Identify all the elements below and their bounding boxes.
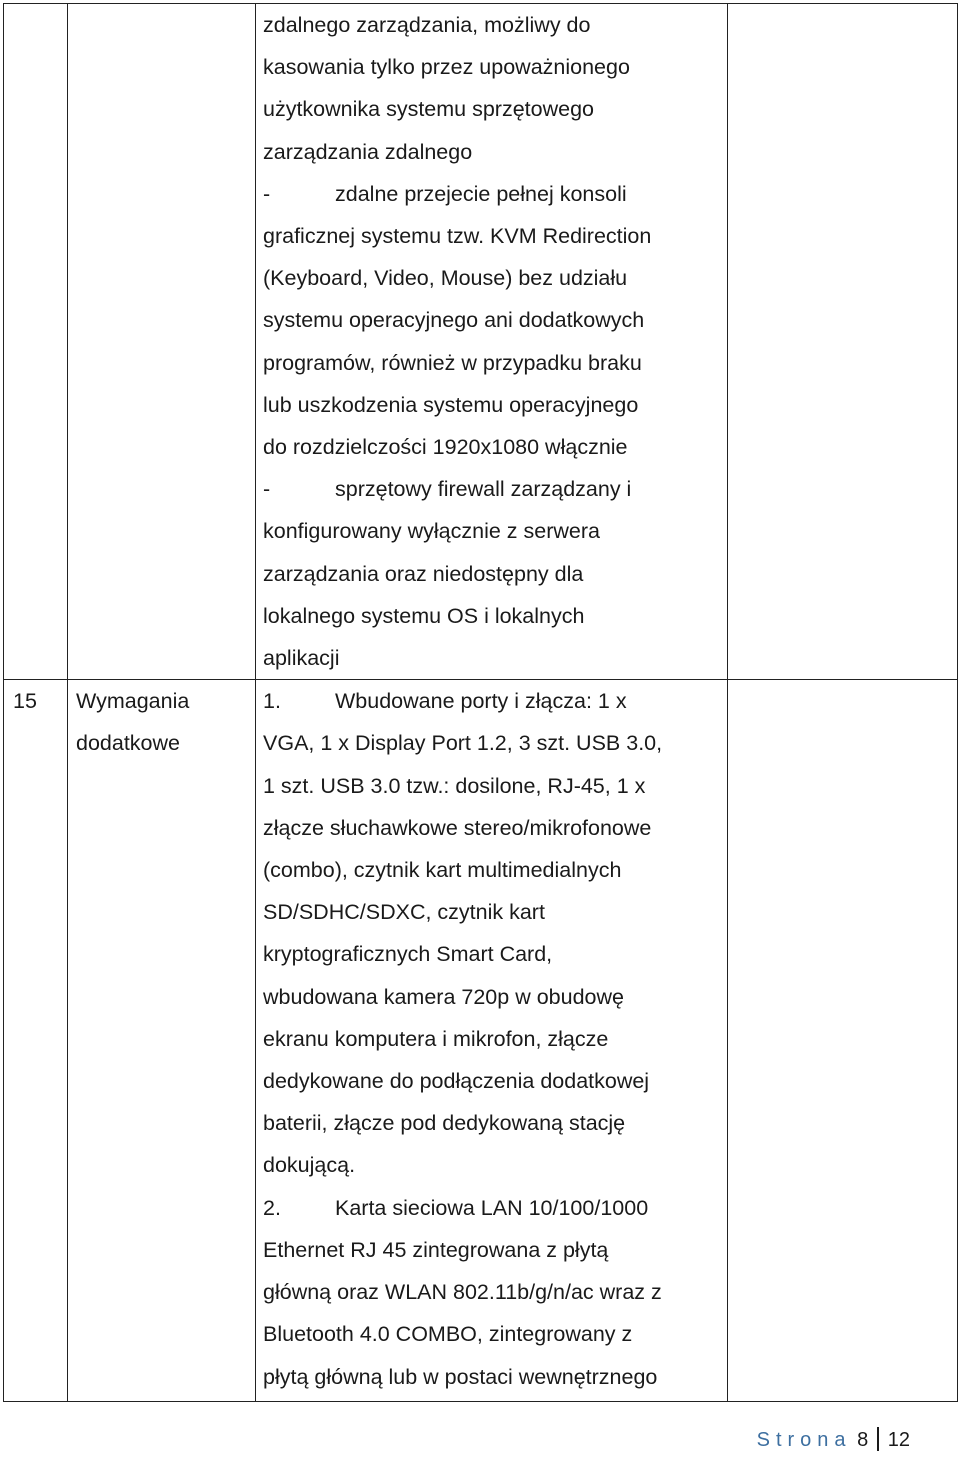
desc-line: płytą główną lub w postaci wewnętrznego <box>263 1364 658 1389</box>
desc-line: zdalnego zarządzania, możliwy do <box>263 13 591 37</box>
desc-line: (Keyboard, Video, Mouse) bez udziału <box>263 266 628 291</box>
row-name-cell <box>68 680 256 1402</box>
page-footer <box>757 1427 910 1452</box>
list-item-text: zdalne przejecie pełnej konsoli <box>335 181 627 206</box>
desc-line: SD/SDHC/SDXC, czytnik kart <box>263 900 545 925</box>
desc-line: Bluetooth 4.0 COMBO, zintegrowany z <box>263 1322 633 1347</box>
desc-line: do rozdzielczości 1920x1080 włącznie <box>263 435 628 460</box>
desc-line: Ethernet RJ 45 zintegrowana z płytą <box>263 1237 609 1262</box>
desc-line: dokującą. <box>263 1153 356 1178</box>
specification-table <box>3 3 958 1402</box>
desc-line: graficznej systemu tzw. KVM Redirection <box>263 224 652 249</box>
list-marker: - <box>263 181 271 206</box>
desc-line: systemu operacyjnego ani dodatkowych <box>263 308 645 333</box>
row-number-cell <box>4 680 68 1402</box>
list-item <box>263 468 723 510</box>
row-name-line: Wymagania <box>76 689 190 714</box>
item-number: 2. <box>263 1195 281 1220</box>
desc-line: użytkownika systemu sprzętowego <box>263 97 595 122</box>
desc-line: główną oraz WLAN 802.11b/g/n/ac wraz z <box>263 1280 662 1305</box>
numbered-item <box>263 1187 723 1229</box>
item-text: Wbudowane porty i złącza: 1 x <box>335 689 627 714</box>
row-number: 15 <box>13 689 37 714</box>
desc-line: programów, również w przypadku braku <box>263 350 642 375</box>
list-item <box>263 173 723 215</box>
list-marker: - <box>263 477 271 502</box>
desc-line: lub uszkodzenia systemu operacyjnego <box>263 392 639 417</box>
desc-line: konfigurowany wyłącznie z serwera <box>263 519 600 544</box>
numbered-item <box>263 680 723 722</box>
row-number-cell <box>4 4 68 680</box>
desc-line: zarządzania zdalnego <box>263 139 473 164</box>
footer-divider <box>877 1427 879 1451</box>
desc-line: aplikacji <box>263 646 340 671</box>
desc-line: zarządzania oraz niedostępny dla <box>263 561 584 586</box>
desc-line: złącze słuchawkowe stereo/mikrofonowe <box>263 815 652 840</box>
desc-line: ekranu komputera i mikrofon, złącze <box>263 1026 609 1051</box>
current-page-number: 8 <box>857 1429 869 1451</box>
row-name-cell <box>68 4 256 680</box>
list-item-text: sprzętowy firewall zarządzany i <box>335 477 632 502</box>
table-row-15 <box>4 680 958 1402</box>
table-row-continued <box>4 4 958 680</box>
desc-line: kasowania tylko przez upoważnionego <box>263 55 630 80</box>
item-text: Karta sieciowa LAN 10/100/1000 <box>335 1195 649 1220</box>
offer-cell <box>728 4 958 680</box>
desc-line: VGA, 1 x Display Port 1.2, 3 szt. USB 3.0, <box>263 731 663 756</box>
desc-line: (combo), czytnik kart multimedialnych <box>263 858 622 883</box>
page-label: Strona <box>756 1429 852 1451</box>
item-number: 1. <box>263 689 281 714</box>
desc-line: wbudowana kamera 720p w obudowę <box>263 984 624 1009</box>
desc-line: lokalnego systemu OS i lokalnych <box>263 603 585 628</box>
requirement-description-cell <box>256 680 728 1402</box>
offer-cell <box>728 680 958 1402</box>
desc-line: baterii, złącze pod dedykowaną stację <box>263 1111 626 1136</box>
total-pages: 12 <box>887 1429 910 1451</box>
desc-line: 1 szt. USB 3.0 tzw.: dosilone, RJ-45, 1 x <box>263 773 646 798</box>
requirement-description-cell <box>256 4 728 680</box>
desc-line: dedykowane do podłączenia dodatkowej <box>263 1069 650 1094</box>
row-name-line: dodatkowe <box>76 731 180 756</box>
desc-line: kryptograficznych Smart Card, <box>263 942 553 967</box>
